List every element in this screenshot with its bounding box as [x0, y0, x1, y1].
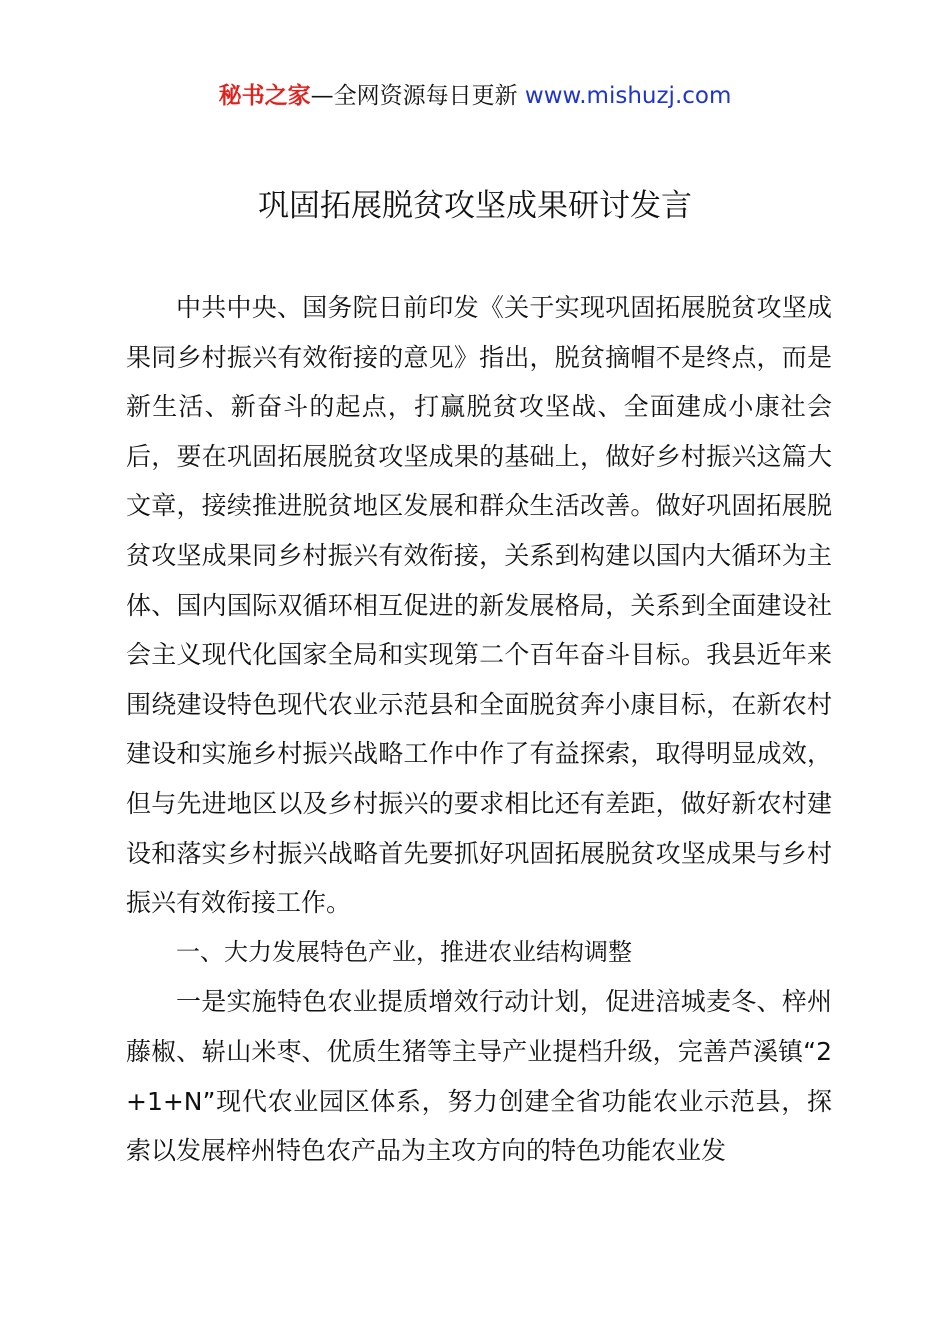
paragraph-intro: 中共中央、国务院日前印发《关于实现巩固拓展脱贫攻坚成果同乡村振兴有效衔接的意见》指出，脱贫摘帽不是终点，而是新生活、新奋斗的起点，打赢脱贫攻坚战、全面建成小康社会后，要在巩固拓展脱贫攻坚成果的基础上，做好乡村振兴这篇大文章，接续推进脱贫地区发展和群众生活改善。做好巩固拓展脱贫攻坚成果同乡村振兴有效衔接，关系到构建以国内大循环为主体、国内国际双循环相互促进的新发展格局，关系到全面建设社会主义现代化国家全局和实现第二个百年奋斗目标。我县近年来围绕建设特色现代农业示范县和全面脱贫奔小康目标，在新农村建设和实施乡村振兴战略工作中作了有益探索，取得明显成效，但与先进地区以及乡村振兴的要求相比还有差距，做好新农村建设和落实乡村振兴战略首先要抓好巩固拓展脱贫攻坚成果与乡村振兴有效衔接工作。: [126, 293, 832, 918]
section-heading-1: 一、大力发展特色产业，推进农业结构调整: [176, 937, 632, 966]
site-url-link[interactable]: www.mishuzj.com: [524, 83, 732, 109]
document-title: 巩固拓展脱贫攻坚成果研讨发言: [258, 188, 692, 224]
header-tagline: —全网资源每日更新: [310, 83, 525, 109]
site-header: [0, 80, 950, 112]
brand-name: 秘书之家: [218, 83, 311, 109]
paragraph-section-1: 一是实施特色农业提质增效行动计划，促进涪城麦冬、梓州藤椒、崭山米枣、优质生猪等主导产业提档升级，完善芦溪镇“2+1+N”现代农业园区体系，努力创建全省功能农业示范县，探索以发展梓州特色农产品为主攻方向的特色功能农业发: [126, 987, 832, 1166]
document-body: [126, 283, 832, 1176]
